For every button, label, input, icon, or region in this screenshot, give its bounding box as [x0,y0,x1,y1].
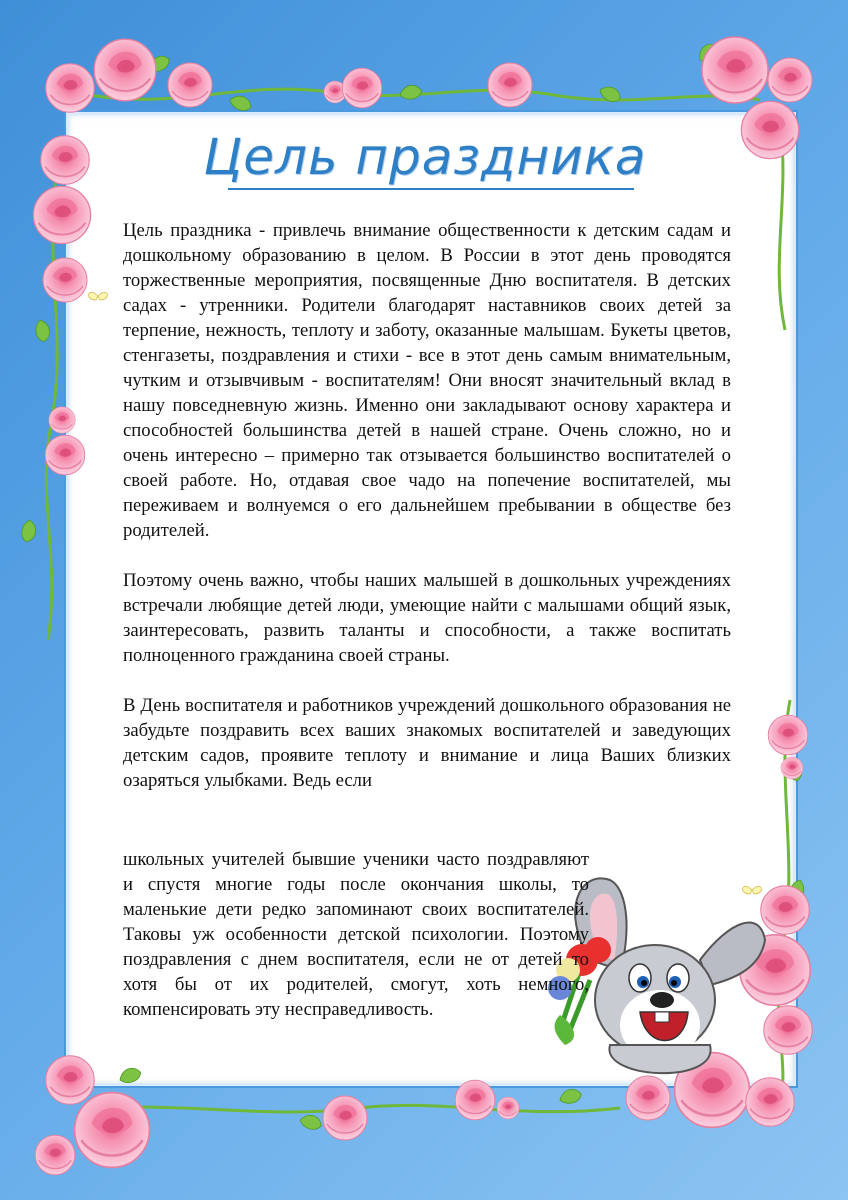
title-underline [228,188,634,190]
paragraph-4: школьных учителей бывшие ученики часто поздравляют и спустя многие годы после окончания школы, то маленькие дети редко запоминают своих воспитателей. Таковы уж особенности детской психологии. Поэтому поздравления с днем воспитателя, если не от детей то хотя бы от их родителей, смогут, хоть немного, компенсировать эту несправедливость. [123,849,589,1020]
paragraph-3: В День воспитателя и работников учреждений дошкольного образования не забудьте поздравить всех ваших знакомых воспитателей и заведующих детским садов, проявите теплоту и внимание и лица Ваших близких озаряться улыбками. Ведь если [123,695,731,791]
article-body [123,218,731,793]
page-title: Цель праздника [203,128,647,186]
paragraph-2: Поэтому очень важно, чтобы наших малышей в дошкольных учреждениях встречали любящие детей люди, умеющие найти с малышами общий язык, заинтересовать, развить таланты и способности, а также воспитать полноценного гражданина своей страны. [123,570,731,666]
paragraph-1: Цель праздника - привлечь внимание общественности к детским садам и дошкольному образованию в целом. В России в этот день проводятся торжественные мероприятия, посвященные Дню воспитателя. В детских садах - утренники. Родители благодарят наставников своих детей за терпение, нежность, теплоту и заботу, оказанные малышам. Букеты цветов, стенгазеты, поздравления и стихи - все в этот день самым внимательным, чутким и отзывчивым - воспитателям! Они вносят значительный вклад в нашу повседневную жизнь. Именно они закладывают основу характера и способностей большинства детей в нашей стране. Очень сложно, но и очень интересно – примерно так отзывается большинство воспитателей о своей работе. Но, отдавая свое чадо на попечение воспитателей, мы переживаем и волнуемся о его дальнейшем пребывании в обществе без родителей. [123,220,731,541]
